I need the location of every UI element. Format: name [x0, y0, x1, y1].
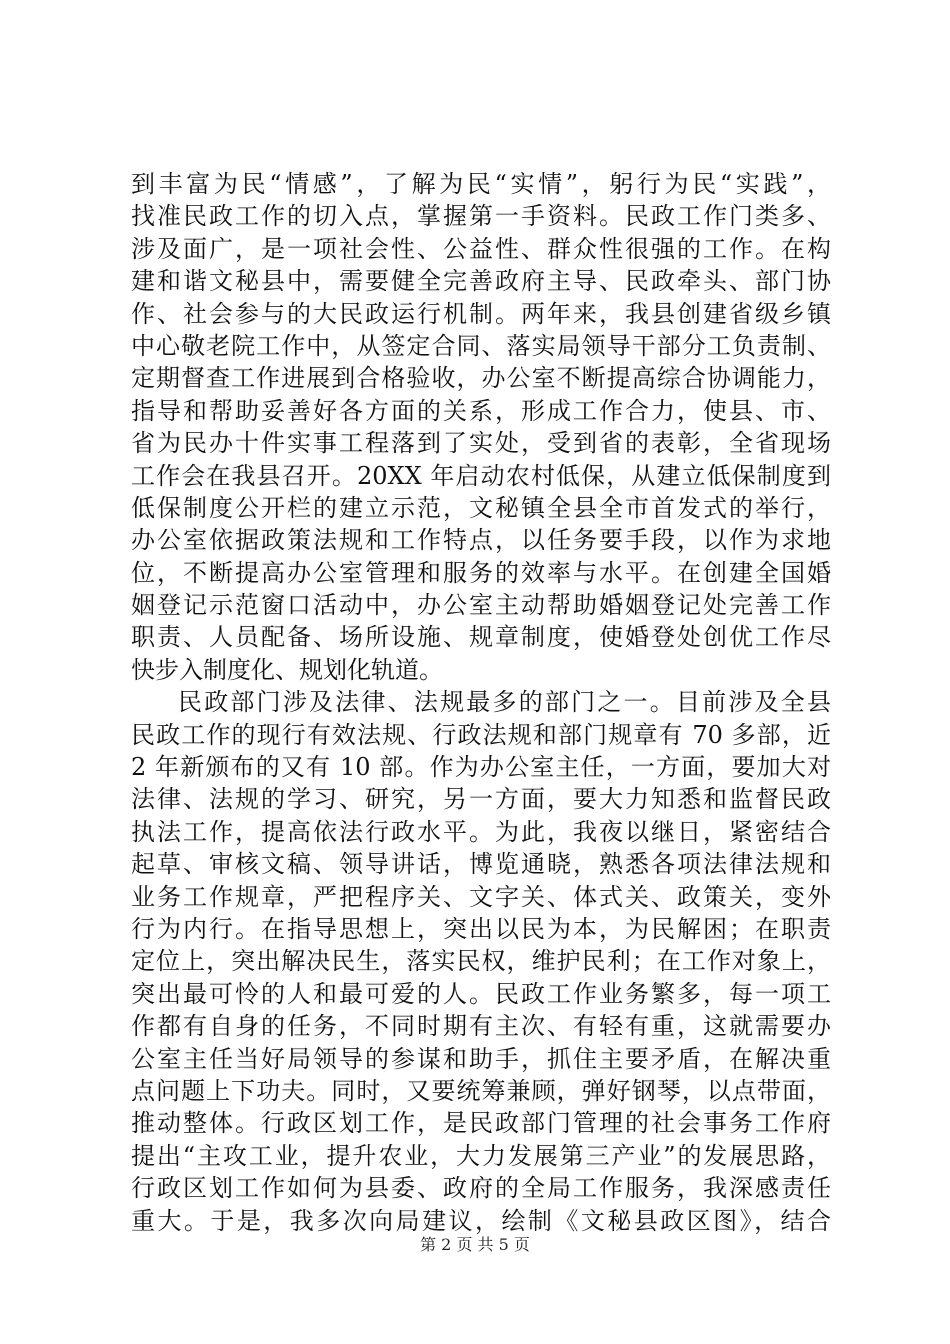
text-line: 突出最可怜的人和最可爱的人。民政工作业务繁多，每一项工 [131, 979, 831, 1008]
text-line: 找准民政工作的切入点，掌握第一手资料。民政工作门类多、 [131, 202, 831, 231]
paragraph-2 [131, 686, 831, 1237]
text-line: 低保制度公开栏的建立示范，文秘镇全县全市首发式的举行， [131, 493, 831, 522]
text-line: 办公室依据政策法规和工作特点，以任务要手段，以作为求地 [131, 526, 831, 555]
text-line: 执法工作，提高依法行政水平。为此，我夜以继日，紧密结合 [131, 817, 831, 846]
text-line: 位，不断提高办公室管理和服务的效率与水平。在创建全国婚 [131, 558, 831, 587]
text-line: 定期督查工作进展到合格验收，办公室不断提高综合协调能力， [131, 364, 831, 393]
text-line: 工作会在我县召开。20XX 年启动农村低保，从建立低保制度到 [131, 461, 831, 490]
text-line: 指导和帮助妥善好各方面的关系，形成工作合力，使县、市、 [131, 396, 831, 425]
paragraph-1 [131, 168, 831, 686]
text-line: 点问题上下功夫。同时，又要统筹兼顾，弹好钢琴，以点带面， [131, 1076, 831, 1105]
text-line: 姻登记示范窗口活动中，办公室主动帮助婚姻登记处完善工作 [131, 591, 831, 620]
text-line: 公室主任当好局领导的参谋和助手，抓住主要矛盾，在解决重 [131, 1044, 831, 1073]
text-line: 重大。于是，我多次向局建议，绘制《文秘县政区图》，结合 [131, 1206, 831, 1235]
text-line: 业务工作规章，严把程序关、文字关、体式关、政策关，变外 [131, 882, 831, 911]
text-line: 起草、审核文稿、领导讲话，博览通晓，熟悉各项法律法规和 [131, 850, 831, 879]
text-line: 行为内行。在指导思想上，突出以民为本，为民解困；在职责 [131, 914, 831, 943]
text-line: 快步入制度化、规划化轨道。 [131, 655, 443, 684]
text-line: 定位上，突出解决民生，落实民权，维护民利；在工作对象上， [131, 947, 831, 976]
text-line: 中心敬老院工作中，从签定合同、落实局领导干部分工负责制、 [131, 331, 831, 360]
text-line: 到丰富为民“情感”，了解为民“实情”，躬行为民“实践”， [131, 170, 831, 198]
text-line: 省为民办十件实事工程落到了实处，受到省的表彰，全省现场 [131, 429, 831, 458]
text-line: 提出“主攻工业，提升农业，大力发展第三产业”的发展思路， [131, 1141, 831, 1170]
text-line: 推动整体。行政区划工作，是民政部门管理的社会事务工作府 [131, 1109, 831, 1138]
text-line: 行政区划工作如何为县委、政府的全局工作服务，我深感责任 [131, 1174, 831, 1203]
text-line: 民政部门涉及法律、法规最多的部门之一。目前涉及全县 [178, 688, 831, 717]
text-line: 作、社会参与的大民政运行机制。两年来，我县创建省级乡镇 [131, 299, 831, 328]
text-line: 职责、人员配备、场所设施、规章制度，使婚登处创优工作尽 [131, 623, 831, 652]
body-text [131, 168, 831, 1237]
text-line: 2 年新颁布的又有 10 部。作为办公室主任，一方面，要加大对 [131, 753, 831, 782]
text-line: 建和谐文秘县中，需要健全完善政府主导、民政牵头、部门协 [131, 267, 831, 296]
text-line: 作都有自身的任务，不同时期有主次、有轻有重，这就需要办 [131, 1012, 831, 1041]
page-number-footer: 第 2 页 共 5 页 [420, 1235, 530, 1254]
text-line: 涉及面广，是一项社会性、公益性、群众性很强的工作。在构 [131, 234, 831, 263]
text-line: 民政工作的现行有效法规、行政法规和部门规章有 70 多部，近 [131, 720, 831, 749]
text-line: 法律、法规的学习、研究，另一方面，要大力知悉和监督民政 [131, 785, 831, 814]
